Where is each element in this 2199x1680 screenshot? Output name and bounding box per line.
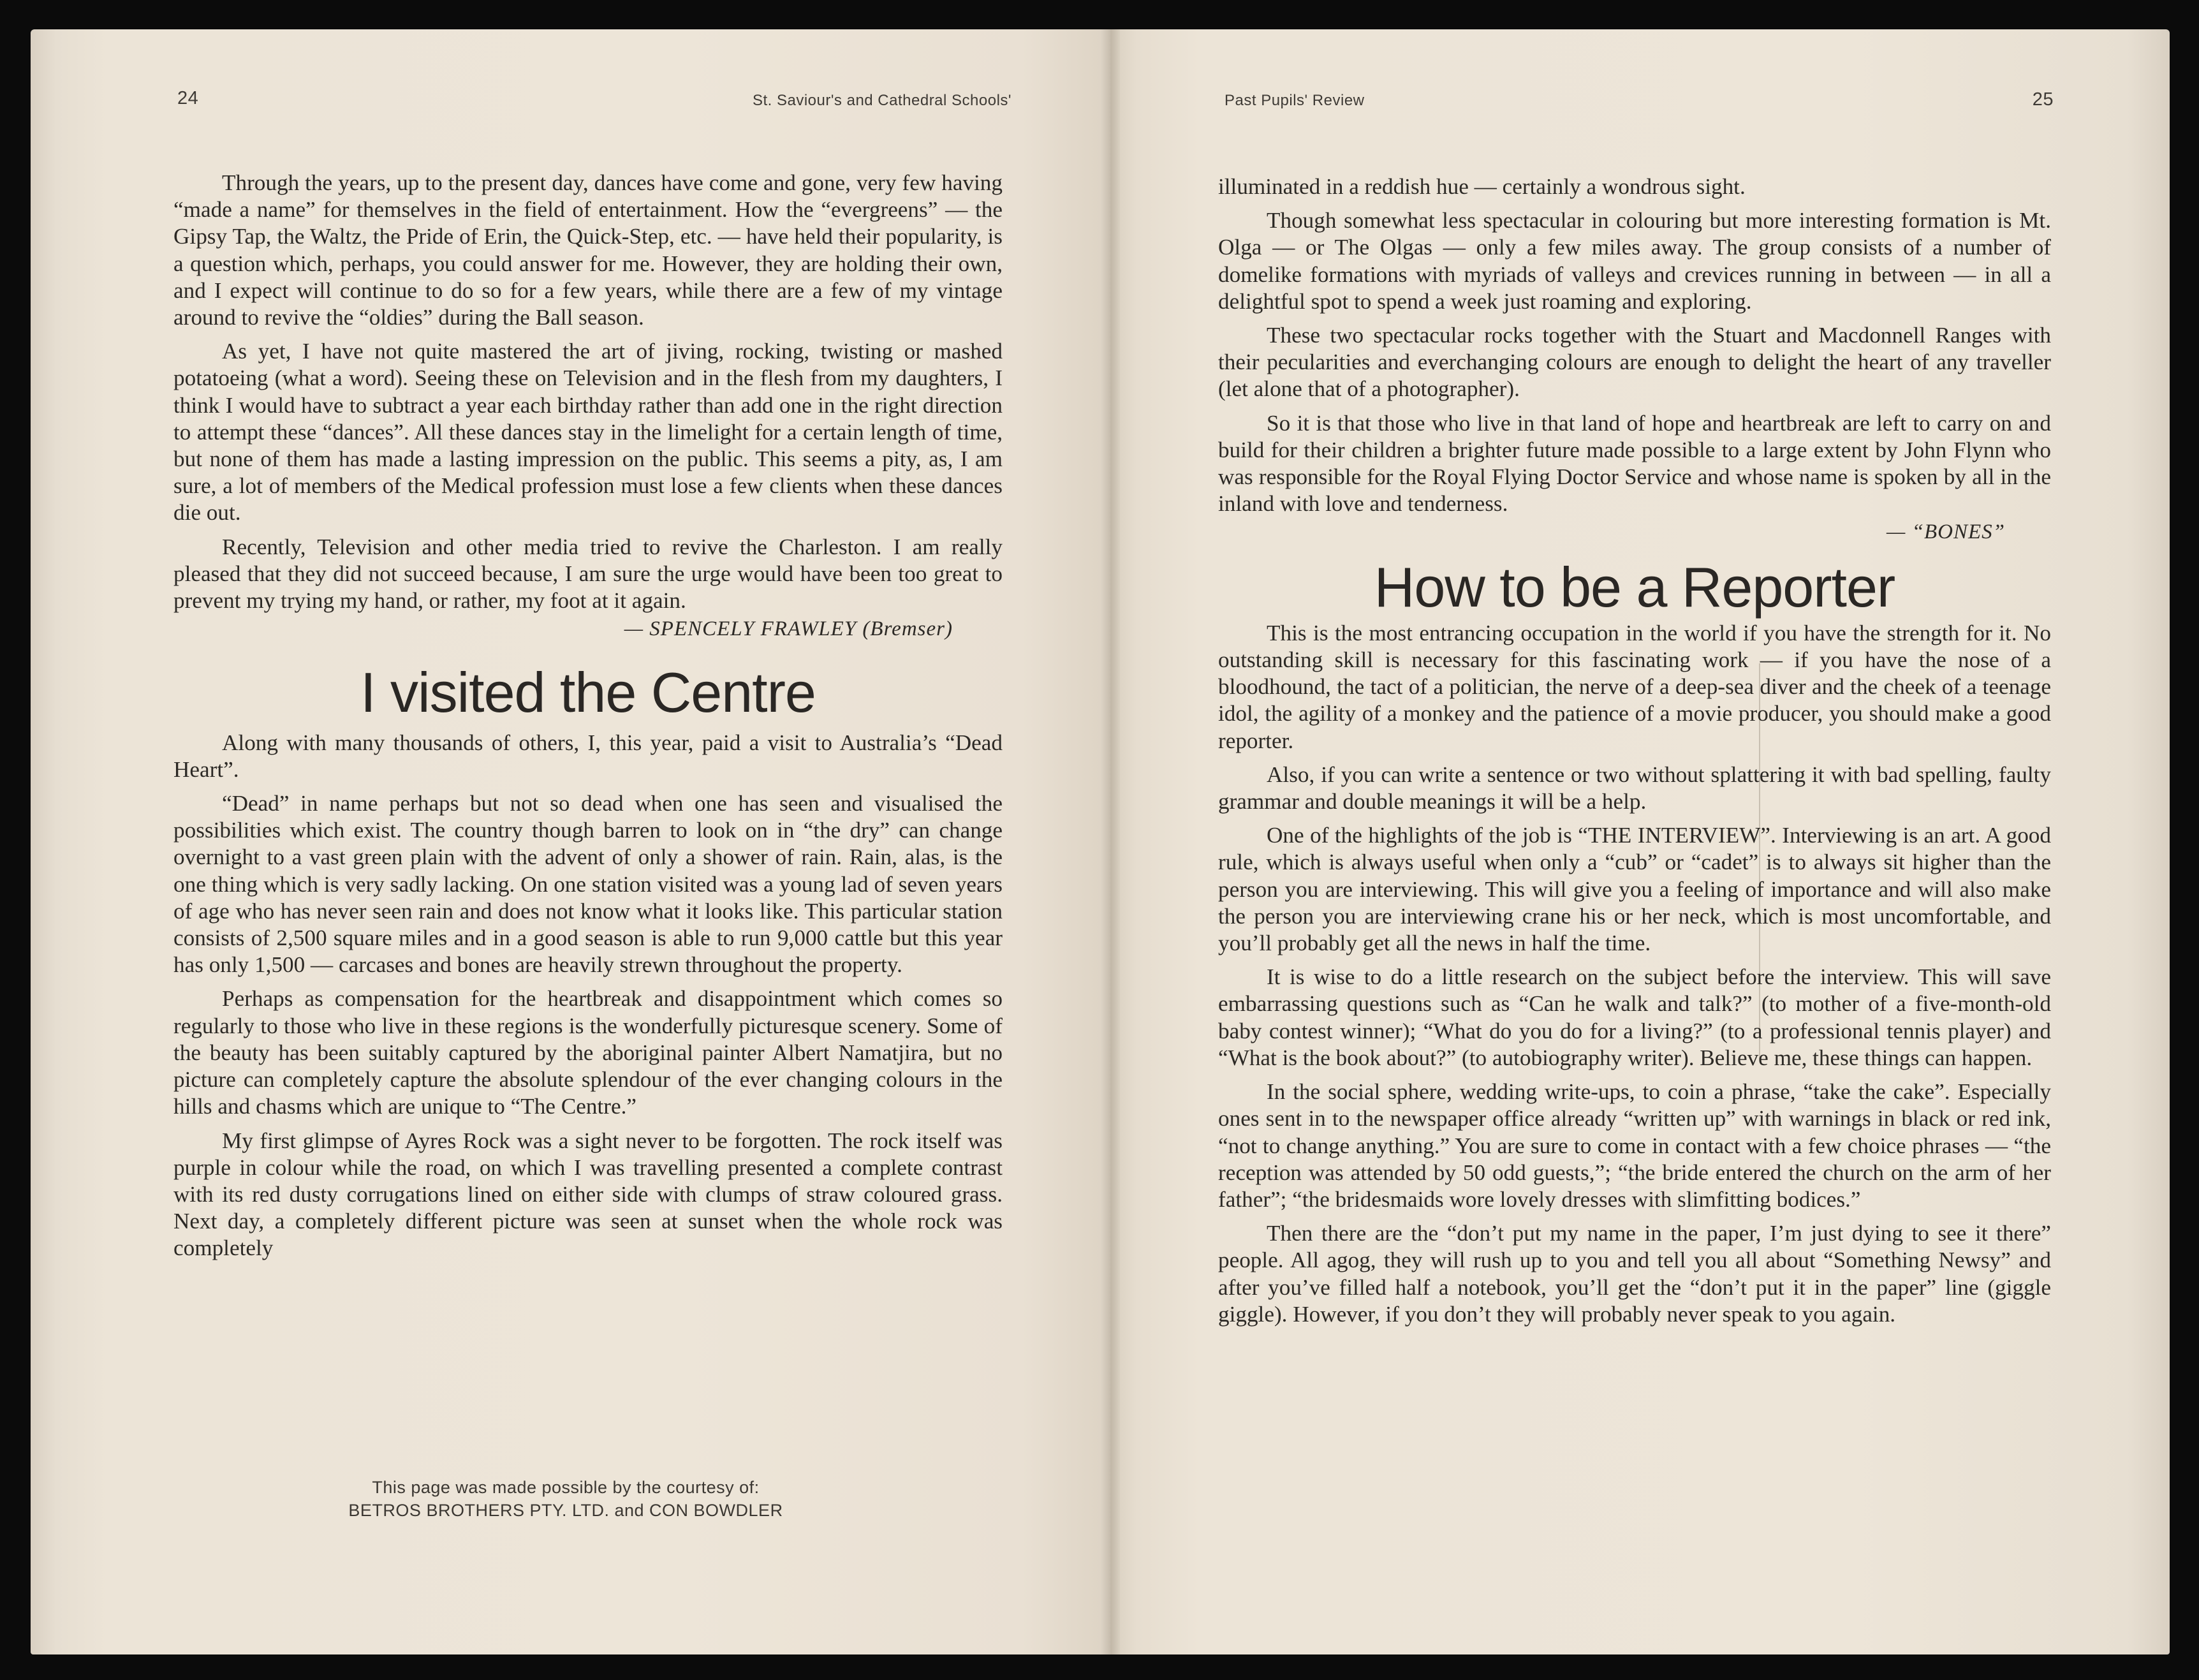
article1-paragraph-3: Recently, Television and other media tried to revive the Charleston. I am really pleased that they did not succeed because, I am sure the urge would have been too great to prevent my trying my hand, or rather, my foot at it again. [173,534,1003,614]
article3-paragraph-1: This is the most entrancing occupation in the world if you have the strength for it. No outstanding skill is necessary for this fascinating work — if you have the nose of a bloodhound, the tact of a politician, the nerve of a deep-sea diver and the cheek of a teenage idol, the agility of a monkey and the patience of a movie producer, you should make a good reporter. [1218,620,2051,753]
article3-paragraph-3: One of the highlights of the job is “THE INTERVIEW”. Interviewing is an art. A good rule, which is always useful when only a “cub” or “cadet” is to always sit higher than the person you are interviewing. This will give you a feeling of importance and will also make the person you are interviewing crane his or her neck, which is most uncomfortable, and you’ll probably get all the news in half the time. [1218,823,2051,956]
article3-paragraph-6: Then there are the “don’t put my name in the paper, I’m just dying to see it there” people. All agog, they will rush up to you and tell you all about “Something Newsy” and after you’ve filled half a notebook, you’ll get the “don’t put it in the paper” line (giggle giggle). However, if you don’t they will probably never speak to you again. [1218,1221,2051,1327]
continued-paragraph-2: Though somewhat less spectacular in colouring but more interesting formation is Mt. Olga — or The Olgas — only a few miles away. The group consists of a number of domelike formations with myriads of valleys and crevices running in between — in all a delightful spot to spend a week just roaming and exploring. [1218,208,2051,314]
article2-paragraph-3: Perhaps as compensation for the heartbreak and disappointment which comes so regularly to those who live in these regions is the wonderfully picturesque scenery. Some of the beauty has been suitably captured by the aboriginal painter Albert Namatjira, but no picture can completely capture the absolute splendour of the ever changing colours in the hills and chasms which are unique to “The Centre.” [173,986,1003,1119]
continued-signoff: — “BONES” [1886,520,2005,544]
continued-paragraph-1: illuminated in a reddish hue — certainly a wondrous sight. [1218,174,1746,199]
article2-paragraph-2: “Dead” in name perhaps but not so dead when one has seen and visualised the possibilities which exist. The country though barren to look on in “the dry” can change overnight to a vast green plain with the advent of only a shower of rain. Rain, alas, is the one thing which is very sadly lacking. On one station visited was a young lad of seven years of age who has never seen rain and does not know what it looks like. This particular station consists of 2,500 square miles and in a good season is able to run 9,000 cattle but this year has only 1,500 — carcases and bones are heavily strewn throughout the property. [173,791,1003,978]
article2-paragraph-4: My first glimpse of Ayres Rock was a sight never to be forgotten. The rock itself was purple in colour while the road, on which I was travelling presented a complete contrast with its red dusty corrugations lined on either side with clumps of straw coloured grass. Next day, a completely different picture was seen at sunset when the whole rock was completely [173,1128,1003,1261]
sponsor-line-2: BETROS BROTHERS PTY. LTD. and CON BOWDLER [348,1501,783,1520]
article2-title: I visited the Centre [360,661,816,725]
book-gutter [1101,29,1120,1654]
article3-paragraph-5: In the social sphere, wedding write-ups, to coin a phrase, “take the cake”. Especially ones sent in to the newspaper office already “written up” with warnings in black or red ink, “not to change anything.” You are sure to come in contact with a few choice phrases — “the reception was attended by 50 odd guests,”; “the bride entered the church on the arm of her father”; “the bridesmaids wore lovely dresses with slimfitting bodices.” [1218,1079,2051,1212]
article3-title: How to be a Reporter [1374,555,1895,619]
continued-paragraph-3: These two spectacular rocks together with the Stuart and Macdonnell Ranges with their pecularities and everchanging colours are enough to delight the heart of any traveller (let alone that of a photographer). [1218,323,2051,402]
article3-paragraph-4: It is wise to do a little research on the subject before the interview. This will save embarrassing questions such as “Can he walk and talk?” (to mother of a five-month-old baby contest winner); “What do you do for a living?” (to a professional tennis player) and “What is the book about?” (to autobiography writer). Believe me, these things can happen. [1218,964,2051,1070]
right-column [1218,173,2051,1335]
sponsor-line-1: This page was made possible by the courtesy of: [372,1478,760,1497]
article1-signoff: — SPENCELY FRAWLEY (Bremser) [624,617,953,641]
right-page-number: 25 [2032,89,2054,110]
article1-paragraph-1: Through the years, up to the present day, dances have come and gone, very few having “made a name” for themselves in the field of entertainment. How the “evergreens” — the Gipsy Tap, the Waltz, the Pride of Erin, the Quick-Step, etc. — have held their popularity, is a question which, perhaps, you could answer for me. However, they are holding their own, and I expect will continue to do so for a few years, while there are a few of my vintage around to revive the “oldies” during the Ball season. [173,170,1003,330]
article1-paragraph-2: As yet, I have not quite mastered the art of jiving, rocking, twisting or mashed potatoeing (what a word). Seeing these on Television and in the flesh from my daughters, I think I would have to subtract a year each birthday rather than add one in the right direction to attempt these “dances”. All these dances stay in the limelight for a certain length of time, but none of them has made a lasting impression on the public. This seems a pity, as, I am sure, a lot of members of the Medical profession must lose a few clients when these dances die out. [173,339,1003,526]
article2-paragraph-1: Along with many thousands of others, I, this year, paid a visit to Australia’s “Dead Heart”. [173,730,1003,782]
article3-paragraph-2: Also, if you can write a sentence or two without splattering it with bad spelling, faulty grammar and double meanings it will be a help. [1218,762,2051,814]
left-page-number: 24 [177,88,199,108]
left-running-head: St. Saviour's and Cathedral Schools' [752,92,1011,109]
left-column [173,170,1003,1269]
right-running-head: Past Pupils' Review [1225,92,1365,109]
continued-paragraph-4: So it is that those who live in that land of hope and heartbreak are left to carry on and build for their children a brighter future made possible to a large extent by John Flynn who was responsible for the Royal Flying Doctor Service and whose name is spoken by all in the inland with love and tenderness. [1218,410,2051,517]
sponsor-notice [167,1476,964,1522]
